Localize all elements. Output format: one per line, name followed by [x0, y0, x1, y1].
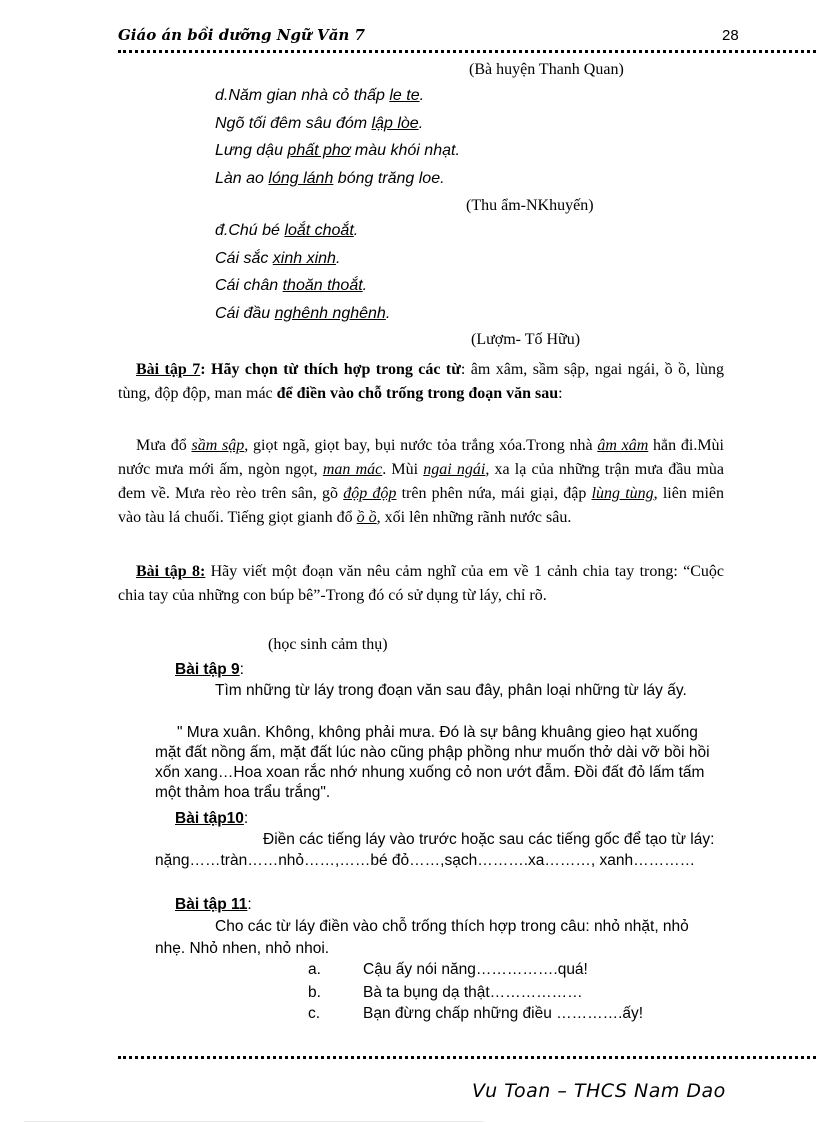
header-divider [118, 50, 816, 53]
footer-author: Vu Toan – THCS Nam Dao [472, 1080, 726, 1102]
exercise-9-task: Tìm những từ láy trong đoạn văn sau đây, phân loại những từ láy ấy. [215, 682, 687, 699]
poem-line: Làn ao lóng lánh bóng trăng loe. [215, 170, 445, 187]
poem-line: Cái sắc xinh xinh. [215, 250, 341, 267]
option-marker: a. [308, 961, 321, 978]
option-text: Bà ta bụng dạ thật……………… [363, 984, 583, 1001]
page-number: 28 [722, 27, 739, 44]
exercise-8-note: (học sinh cảm thụ) [268, 636, 388, 653]
option-text: Bạn đừng chấp những điều ………….ấy! [363, 1005, 644, 1022]
exercise-11-text: Cho các từ láy điền vào chỗ trống thích hợp trong câu: nhỏ nhặt, nhỏ nhẹ. Nhỏ nhen, nhỏ nhoi. [155, 918, 689, 957]
poem-dd-author: (Lượm- Tố Hữu) [471, 331, 581, 348]
poem-c-author: (Bà huyện Thanh Quan) [469, 61, 624, 78]
exercise-9-quote: " Mưa xuân. Không, không phải mưa. Đó là sự bâng khuâng gieo hạt xuống mặt đất nồng ấm, mặt đất lúc nào cũng phập phồng như muốn thở dài vỡ bồi hồi xốn xang…Hoa xoan rắc nhớ nhung xuống cỏ non ướt đẫm. Đồi đất đỏ lấm tấm một thảm hoa trẩu trắng". [155, 724, 710, 801]
exercise-11-heading: Bài tập 11: [175, 896, 252, 913]
header-title: Giáo án bồi dưỡng Ngữ Văn 7 [118, 26, 365, 44]
poem-line: Cái chân thoăn thoắt. [215, 277, 368, 294]
exercise-label: Bài tập 7 [136, 361, 201, 378]
poem-line: đ.Chú bé loắt choắt. [215, 222, 359, 239]
exercise-8: Bài tập 8: Hãy viết một đoạn văn nêu cảm nghĩ của em về 1 cảnh chia tay trong: “Cuộc chia tay của những con búp bê”-Trong đó có sử dụng từ láy, chỉ rõ. [118, 563, 725, 604]
exercise-7-answer: Mưa đổ sầm sập, giọt ngã, giọt bay, bụi nước tỏa trắng xóa.Trong nhà âm xâm hẳn đi.Mùi nước mưa mới ấm, ngòn ngọt, man mác. Mùi ngai ngái, xa lạ của những trận mưa đầu mùa đem về. Mưa rèo rèo trên sân, gõ độp độp trên phên nứa, mái giại, đập lùng tùng, liên miên vào tàu lá chuối. Tiếng giọt gianh đổ ồ ồ, xối lên những rãnh nước sâu. [118, 437, 725, 526]
poem-line: Lưng dậu phất phơ màu khói nhạt. [215, 142, 460, 159]
exercise-label: Bài tập 8: [136, 563, 206, 580]
exercise-9-heading: Bài tập 9: [175, 661, 244, 678]
poem-line: Ngõ tối đêm sâu đóm lập lòe. [215, 115, 424, 132]
exercise-7: Bài tập 7: Hãy chọn từ thích hợp trong các từ: âm xâm, sầm sập, ngai ngái, ồ ồ, lùng tùng, độp độp, man mác để điền vào chỗ trống trong đoạn văn sau: [118, 361, 724, 402]
poem-line: Cái đầu nghênh nghênh. [215, 305, 391, 322]
option-text: Cậu ấy nói năng…………….quá! [363, 961, 588, 978]
exercise-10-text: Điền các tiếng láy vào trước hoặc sau các tiếng gốc để tạo từ láy: nặng……tràn……nhỏ……,……bé đỏ……,sạch……….xa………, xanh………… [155, 831, 715, 869]
option-marker: b. [308, 984, 321, 1001]
footer-divider [118, 1056, 816, 1059]
bottom-rule [24, 1121, 484, 1122]
exercise-10-heading: Bài tập10: [175, 810, 249, 827]
poem-d-author: (Thu ẩm-NKhuyến) [466, 197, 594, 214]
option-marker: c. [308, 1005, 321, 1022]
poem-line: d.Năm gian nhà cỏ thấp le te. [215, 87, 425, 104]
